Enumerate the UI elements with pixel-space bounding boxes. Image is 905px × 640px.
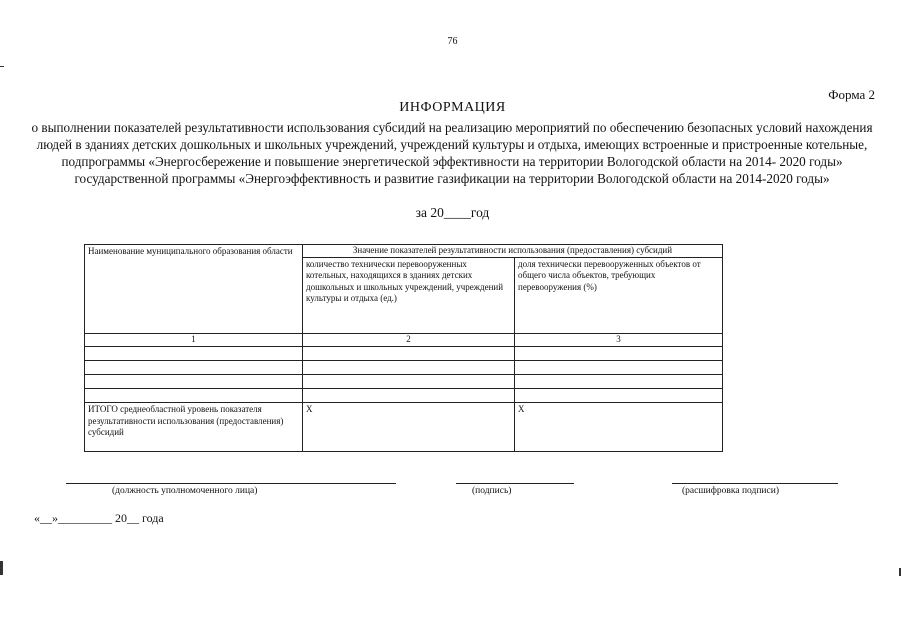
column-number-1: 1 <box>85 334 303 347</box>
table-cell <box>515 375 723 389</box>
page-number: 76 <box>447 36 458 47</box>
table-cell <box>85 361 303 375</box>
signature-line <box>456 483 574 484</box>
table-row <box>85 361 723 375</box>
decoding-caption: (расшифровка подписи) <box>682 486 779 496</box>
position-signature-line <box>66 483 396 484</box>
indicators-table <box>84 244 723 452</box>
table-cell <box>303 375 515 389</box>
decoding-signature-line <box>672 483 838 484</box>
form-label: Форма 2 <box>828 87 875 102</box>
reporting-period: за 20____год <box>415 205 490 220</box>
scan-edge-mark <box>899 568 901 576</box>
column-number-2: 2 <box>303 334 515 347</box>
table-cell <box>515 361 723 375</box>
scan-edge-mark <box>0 561 3 575</box>
header-municipality: Наименование муниципального образования области <box>85 245 303 334</box>
table-cell <box>303 361 515 375</box>
scan-edge-mark <box>0 66 4 67</box>
table-cell <box>85 375 303 389</box>
table-cell <box>515 347 723 361</box>
header-share-percent: доля технически перевооруженных объектов от общего числа объектов, требующих перевооружения (%) <box>515 257 723 333</box>
document-heading: ИНФОРМАЦИЯ <box>399 100 506 115</box>
table-row <box>85 347 723 361</box>
header-indicator-group: Значение показателей результативности использования (предоставления) субсидий <box>303 245 723 258</box>
total-label: ИТОГО среднеобластной уровень показателя результативности использования (предоставления) субсидий <box>85 403 303 452</box>
position-caption: (должность уполномоченного лица) <box>112 486 258 496</box>
table-cell <box>515 389 723 403</box>
total-col3: Х <box>515 403 723 452</box>
signature-caption: (подпись) <box>472 486 512 496</box>
table-cell <box>85 347 303 361</box>
header-boiler-count: количество технически перевооруженных котельных, находящихся в зданиях детских дошкольных и школьных учреждений, учреждений культуры и отдыха (ед.) <box>303 257 515 333</box>
document-description: о выполнении показателей результативности использования субсидий на реализацию мероприятий по обеспечению безопасных условий нахождения людей в зданиях детских дошкольных и школьных учреждений, учреждений культуры и отдыха, имеющих встроенные и пристроенные котельные, подпрограммы «Энергосбережение и повышение энергетической эффективности на территории Вологодской области на 2014- 2020 годы» государственной программы «Энергоэффективность и развитие газификации на территории Вологодской области на 2014-2020 годы» <box>31 120 873 186</box>
table-cell <box>85 389 303 403</box>
column-number-3: 3 <box>515 334 723 347</box>
table-cell <box>303 389 515 403</box>
total-col2: Х <box>303 403 515 452</box>
date-line: «__»_________ 20__ года <box>34 511 164 525</box>
table-row <box>85 375 723 389</box>
table-row <box>85 389 723 403</box>
table-cell <box>303 347 515 361</box>
